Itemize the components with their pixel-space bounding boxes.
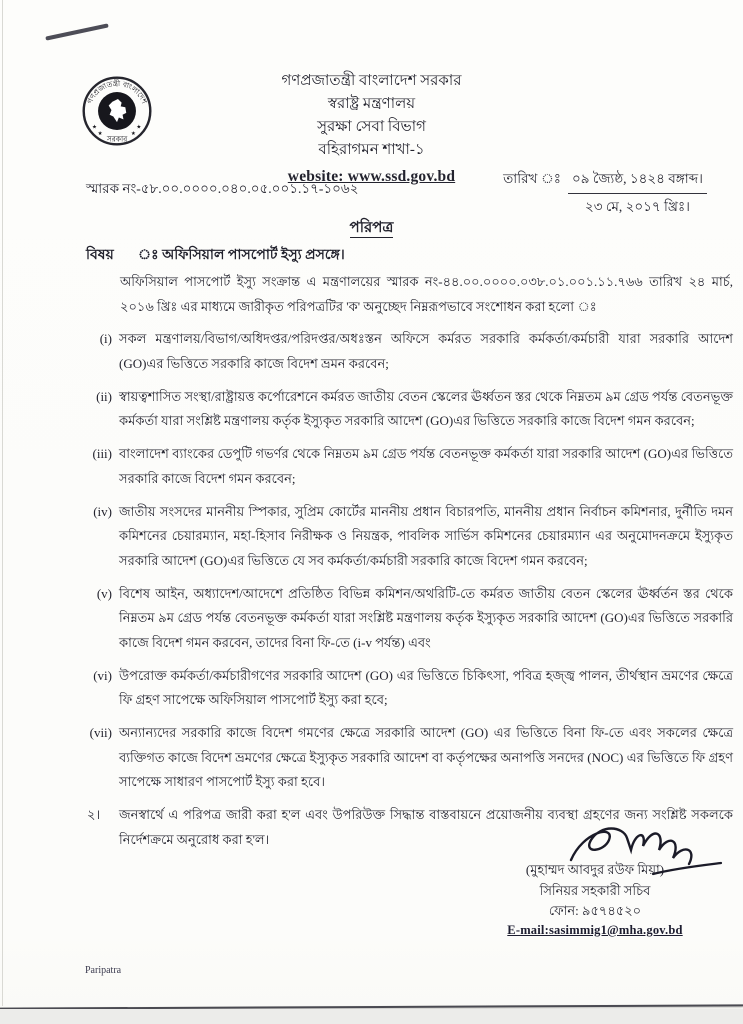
item-text: বিশেষ আইন, অধ্যাদেশ/আদেশে প্রতিষ্ঠিত বিভিন্ন কমিশন/অথরিটি-তে কর্মরত জাতীয় বেতন স্কেলের ঊর্ধ্বর্তন স্তর থেকে নিম্নতম ৯ম গ্রেড পর্যন্ত বেতনভূক্ত কর্মকর্তা যারা সংশ্লিষ্ট মন্ত্রণালয় কর্তৃক ইস্যুকৃত সরকারি আদেশ (GO)এর ভিত্তিতে সরকারি কাজে বিদেশ গমন করবেন, তাদের বিনা ফি-তে (i-v পর্যন্ত) এবং: [119, 585, 733, 650]
seal-ring-text-bottom: সরকার: [106, 134, 128, 144]
signatory-email: E-mail:sasimmig1@mha.gov.bd: [507, 922, 683, 937]
seal-star-right2: ★: [130, 131, 136, 138]
item-number: (v): [96, 585, 112, 601]
document-title: পরিপত্র: [349, 220, 394, 236]
item-text: উপরোক্ত কর্মকর্তা/কর্মচারীগণের সরকারি আদেশ (GO) এর ভিত্তিতে চিকিৎসা, পবিত্র হজ্জ্ব পালন, তীর্থস্থান ভ্রমণের ক্ষেত্রে ফি গ্রহণ সাপেক্ষে অফিসিয়াল পাসপোর্ট ইস্যু করা হবে;: [119, 667, 733, 708]
item-number: (iii): [92, 446, 112, 462]
date-block: [503, 168, 707, 219]
list-item-vi: [85, 664, 733, 713]
subject-text: ঃ অফিসিয়াল পাসপোর্ট ইস্যু প্রসঙ্গে।: [138, 248, 345, 263]
list-item-vii: [85, 721, 733, 795]
signatory-name: (মুহাম্মদ আবদুর রউফ মিয়া): [525, 862, 665, 878]
list-item-ii: [85, 385, 733, 434]
org-line-ministry: স্বরাষ্ট্র মন্ত্রণালয়: [327, 96, 416, 112]
item-number: (vii): [89, 725, 112, 740]
item-text: জাতীয় সংসদের মাননীয় স্পিকার, সুপ্রিম কোর্টের মাননীয় প্রধান বিচারপতি, মাননীয় প্রধান নির্বাচন কমিশনার, দুর্নীতি দমন কমিশনের চেয়ারম্যান, মহা-হিসাব নিরীক্ষক ও নিয়ন্ত্রক, পাবলিক সার্ভিস কমিশনের চেয়ারম্যান এর অনুমোদনক্রমে ইস্যুকৃত সরকারি আদেশ (GO)এর ভিত্তিতে যে সব কর্মকর্তা/কর্মচারী সরকারি কাজে বিদেশ গমন করবেন;: [119, 503, 733, 568]
paragraph-number: ২।: [87, 807, 101, 823]
org-line-division: সুরক্ষা সেবা বিভাগ: [317, 119, 426, 135]
item-text: সকল মন্ত্রণালয়/বিভাগ/অধিদপ্তর/পরিদপ্তর/অধঃস্তন অফিসে কর্মরত সরকারি কর্মকর্তা/কর্মচারী যারা সরকারি আদেশ (GO)এর ভিত্তিতে সরকারি কাজে বিদেশ ভ্রমন করবেন;: [119, 331, 733, 372]
item-text: বাংলাদেশ ব্যাংকের ডেপুটি গভর্ণর থেকে নিম্নতম ৯ম গ্রেড পর্যন্ত বেতনভূক্ত কর্মকর্তা যারা সরকারি আদেশ (GO)এর ভিত্তিতে সরকারি কাজে বিদেশ গমন করবেন;: [119, 446, 733, 486]
date-bangla: ০৯ জ্যৈষ্ঠ, ১৪২৪ বঙ্গাব্দ।: [568, 168, 707, 194]
date-label: তারিখ ঃ: [503, 171, 561, 186]
list-item-iv: [85, 500, 733, 574]
subject-row: [86, 243, 345, 267]
scan-background-strip: [0, 1009, 743, 1024]
signatory-phone: ফোন: ৯৫৭৪৫২০: [548, 902, 642, 918]
list-item-v: [85, 582, 733, 656]
list-item-iii: [85, 442, 733, 491]
signatory-designation: সিনিয়র সহকারী সচিব: [539, 882, 651, 898]
footer-label: Paripatra: [85, 965, 122, 976]
item-number: (iv): [93, 503, 112, 519]
signature-block: [469, 860, 721, 940]
org-line-branch: বহিরাগমন শাখা-১: [318, 142, 425, 158]
item-number: (vi): [93, 667, 112, 683]
handwritten-signature: [557, 814, 737, 890]
pen-mark: [45, 23, 108, 40]
seal-star-left: ★: [92, 124, 98, 131]
seal-ring-text-top: গণপ্রজাতন্ত্রী বাংলাদেশ: [85, 78, 149, 106]
intro-paragraph: অফিসিয়াল পাসপোর্ট ইস্যু সংক্রান্ত এ মন্ত্রণালয়ের স্মারক নং-৪৪.০০.০০০০.০৩৮.০১.০০১.১১.৭৬৬ তারিখ ২৪ মার্চ, ২০১৬ খ্রিঃ এর মাধ্যমে জারীকৃত পরিপত্রটির 'ক' অনুচ্ছেদ নিম্নরূপভাবে সংশোধন করা হলো ঃ: [120, 274, 733, 314]
date-gregorian: ২৩ মে, ২০১৭ খ্রিঃ।: [584, 199, 690, 214]
document-body: [85, 270, 733, 940]
website-url: website: www.ssd.gov.bd: [287, 168, 456, 185]
list-item-i: [85, 327, 733, 376]
paragraph-text: জনস্বার্থে এ পরিপত্র জারী করা হ'ল এবং উপরিউক্ত সিদ্ধান্ত বাস্তবায়নে প্রয়োজনীয় ব্যবস্থা গ্রহণের জন্য সংশ্লিষ্ট সকলকে নির্দেশক্রমে অনুরোধ করা হ'ল।: [119, 807, 733, 847]
seal-star-right: ★: [136, 124, 142, 131]
memo-number: স্মারক নং-৫৮.০০.০০০০.০৪০.০৫.০০১.১৭-১০৬২: [86, 181, 359, 196]
item-text: স্বায়ত্বশাসিত সংস্থা/রাষ্ট্রায়ত্ত কর্পোরেশনে কর্মরত জাতীয় বেতন স্কেলের ঊর্ধ্বতন স্তর থেকে নিম্নতম ৯ম গ্রেড পর্যন্ত বেতনভূক্ত কর্মকর্তা যারা সংশ্লিষ্ট মন্ত্রণালয় কর্তৃক ইস্যুকৃত সরকারি আদেশ (GO)এর ভিত্তিতে সরকারি কাজে বিদেশ গমন করবেন;: [119, 388, 733, 429]
item-number: (ii): [96, 388, 112, 404]
seal-star-left2: ★: [97, 131, 103, 138]
subject-label: বিষয়: [86, 248, 114, 263]
item-number: (i): [99, 331, 112, 347]
item-text: অন্যান্যদের সরকারি কাজে বিদেশ গমণের ক্ষেত্রে সরকারি আদেশ (GO) এর ভিত্তিতে বিনা ফি-তে এবং সকলের ক্ষেত্রে ব্যক্তিগত কাজে বিদেশ ভ্রমণের ক্ষেত্রে ইস্যুকৃত সরকারি আদেশ বা কর্তৃপক্ষের অনাপত্তি সনদের (NOC) এর ভিত্তিতে ফি গ্রহণ সাপেক্ষে সাধারণ পাসপোর্ট ইস্যু করা হবে।: [119, 725, 733, 790]
org-line-government: গণপ্রজাতন্ত্রী বাংলাদেশ সরকার: [281, 73, 462, 89]
